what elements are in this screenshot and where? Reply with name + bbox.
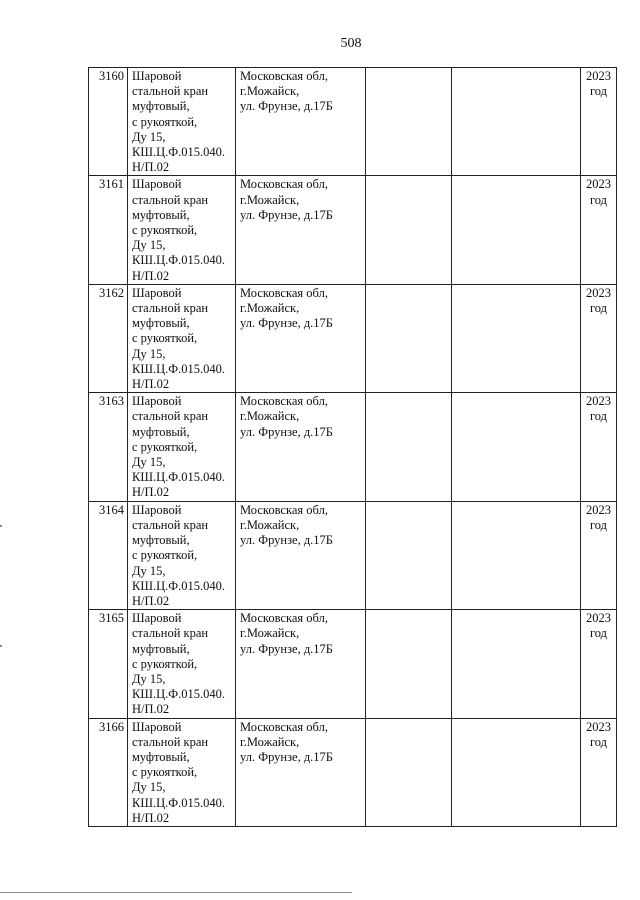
row-number-cell: 3166 [89, 718, 128, 826]
item-name-line: Ду 15, [132, 129, 166, 144]
item-name-line: КШ.Ц.Ф.015.040. [132, 795, 225, 810]
item-name-line: КШ.Ц.Ф.015.040. [132, 470, 225, 485]
item-name-cell [128, 501, 236, 609]
table-row [89, 176, 617, 284]
year-cell [581, 68, 617, 176]
address-line: г.Можайск, [240, 734, 300, 749]
item-name-line: КШ.Ц.Ф.015.040. [132, 253, 225, 268]
year-line: год [589, 84, 608, 99]
item-name-line: муфтовый, [132, 207, 190, 222]
year-line: 2023 [586, 502, 611, 517]
item-name-cell [128, 718, 236, 826]
empty-cell [452, 393, 581, 501]
item-name-cell [128, 610, 236, 718]
year-cell [581, 501, 617, 609]
empty-cell [452, 501, 581, 609]
item-name-line: с рукояткой, [132, 439, 198, 454]
empty-cell [366, 68, 452, 176]
item-name-cell [128, 284, 236, 392]
item-name-line: стальной кран [132, 626, 209, 641]
year-line: год [589, 517, 608, 532]
item-name-line: Шаровой [132, 285, 182, 300]
empty-cell [366, 393, 452, 501]
address-line: Московская обл, [240, 285, 328, 300]
address-line: Московская обл, [240, 177, 328, 192]
item-name-cell [128, 68, 236, 176]
item-name-line: с рукояткой, [132, 331, 198, 346]
year-cell [581, 718, 617, 826]
item-name-line: стальной кран [132, 301, 209, 316]
empty-cell [452, 176, 581, 284]
empty-cell [452, 68, 581, 176]
item-name-line: Н/П.02 [132, 810, 170, 825]
scan-artifact-line [0, 892, 352, 893]
year-line: год [589, 301, 608, 316]
row-number-cell: 3165 [89, 610, 128, 718]
item-name-line: стальной кран [132, 409, 209, 424]
year-line: 2023 [586, 611, 611, 626]
registry-table [88, 67, 617, 827]
row-number-cell: 3163 [89, 393, 128, 501]
row-number-cell: 3164 [89, 501, 128, 609]
address-line: ул. Фрунзе, д.17Б [240, 99, 333, 114]
item-name-line: Ду 15, [132, 238, 166, 253]
item-name-line: Н/П.02 [132, 593, 170, 608]
item-name-line: Н/П.02 [132, 268, 170, 283]
item-name-line: Шаровой [132, 177, 182, 192]
item-name-line: КШ.Ц.Ф.015.040. [132, 578, 225, 593]
scan-artifact-dot [0, 645, 2, 647]
item-name-line: КШ.Ц.Ф.015.040. [132, 361, 225, 376]
year-line: год [589, 192, 608, 207]
item-name-line: муфтовый, [132, 749, 190, 764]
item-name-line: КШ.Ц.Ф.015.040. [132, 687, 225, 702]
empty-cell [452, 718, 581, 826]
address-cell [236, 718, 366, 826]
item-name-line: стальной кран [132, 84, 209, 99]
item-name-line: с рукояткой, [132, 765, 198, 780]
address-line: ул. Фрунзе, д.17Б [240, 316, 333, 331]
year-cell [581, 176, 617, 284]
address-line: г.Можайск, [240, 84, 300, 99]
item-name-line: Н/П.02 [132, 702, 170, 717]
year-cell [581, 393, 617, 501]
address-line: Московская обл, [240, 394, 328, 409]
year-cell [581, 284, 617, 392]
address-cell [236, 176, 366, 284]
empty-cell [366, 176, 452, 284]
address-line: г.Можайск, [240, 517, 300, 532]
item-name-cell [128, 176, 236, 284]
address-cell [236, 501, 366, 609]
registry-table-body [89, 68, 617, 827]
item-name-line: с рукояткой, [132, 114, 198, 129]
year-cell [581, 610, 617, 718]
item-name-line: стальной кран [132, 734, 209, 749]
item-name-line: муфтовый, [132, 99, 190, 114]
table-row [89, 68, 617, 176]
address-line: ул. Фрунзе, д.17Б [240, 533, 333, 548]
empty-cell [452, 284, 581, 392]
address-line: г.Можайск, [240, 301, 300, 316]
address-line: г.Можайск, [240, 626, 300, 641]
year-line: год [589, 734, 608, 749]
address-cell [236, 393, 366, 501]
year-line: 2023 [586, 69, 611, 83]
address-line: ул. Фрунзе, д.17Б [240, 207, 333, 222]
item-name-line: муфтовый, [132, 641, 190, 656]
row-number-cell: 3161 [89, 176, 128, 284]
year-line: 2023 [586, 177, 611, 192]
year-line: год [589, 409, 608, 424]
scan-artifact-dot [0, 525, 2, 527]
table-row [89, 393, 617, 501]
item-name-line: Ду 15, [132, 671, 166, 686]
address-line: ул. Фрунзе, д.17Б [240, 749, 333, 764]
page-number: 508 [340, 36, 362, 51]
empty-cell [366, 284, 452, 392]
address-line: ул. Фрунзе, д.17Б [240, 641, 333, 656]
item-name-cell [128, 393, 236, 501]
item-name-line: Ду 15, [132, 563, 166, 578]
item-name-line: стальной кран [132, 192, 209, 207]
empty-cell [366, 610, 452, 718]
table-row [89, 718, 617, 826]
item-name-line: муфтовый, [132, 316, 190, 331]
item-name-line: муфтовый, [132, 424, 190, 439]
item-name-line: Н/П.02 [132, 377, 170, 392]
item-name-line: с рукояткой, [132, 223, 198, 238]
address-line: г.Можайск, [240, 409, 300, 424]
address-line: ул. Фрунзе, д.17Б [240, 424, 333, 439]
year-line: 2023 [586, 285, 611, 300]
year-line: 2023 [586, 719, 611, 734]
item-name-line: Ду 15, [132, 455, 166, 470]
item-name-line: Шаровой [132, 502, 182, 517]
address-cell [236, 284, 366, 392]
item-name-line: Шаровой [132, 394, 182, 409]
address-line: г.Можайск, [240, 192, 300, 207]
item-name-line: Ду 15, [132, 780, 166, 795]
item-name-line: стальной кран [132, 517, 209, 532]
item-name-line: с рукояткой, [132, 548, 198, 563]
row-number-cell: 3160 [89, 68, 128, 176]
address-line: Московская обл, [240, 719, 328, 734]
item-name-line: Н/П.02 [132, 160, 170, 175]
item-name-line: с рукояткой, [132, 656, 198, 671]
item-name-line: Шаровой [132, 611, 182, 626]
empty-cell [366, 501, 452, 609]
item-name-line: Шаровой [132, 719, 182, 734]
year-line: год [589, 626, 608, 641]
item-name-line: Н/П.02 [132, 485, 170, 500]
row-number-cell: 3162 [89, 284, 128, 392]
address-line: Московская обл, [240, 611, 328, 626]
item-name-line: Ду 15, [132, 346, 166, 361]
address-line: Московская обл, [240, 69, 328, 83]
address-cell [236, 68, 366, 176]
empty-cell [452, 610, 581, 718]
year-line: 2023 [586, 394, 611, 409]
item-name-line: муфтовый, [132, 533, 190, 548]
empty-cell [366, 718, 452, 826]
item-name-line: КШ.Ц.Ф.015.040. [132, 145, 225, 160]
item-name-line: Шаровой [132, 69, 182, 83]
table-row [89, 610, 617, 718]
table-row [89, 501, 617, 609]
address-line: Московская обл, [240, 502, 328, 517]
table-row [89, 284, 617, 392]
address-cell [236, 610, 366, 718]
